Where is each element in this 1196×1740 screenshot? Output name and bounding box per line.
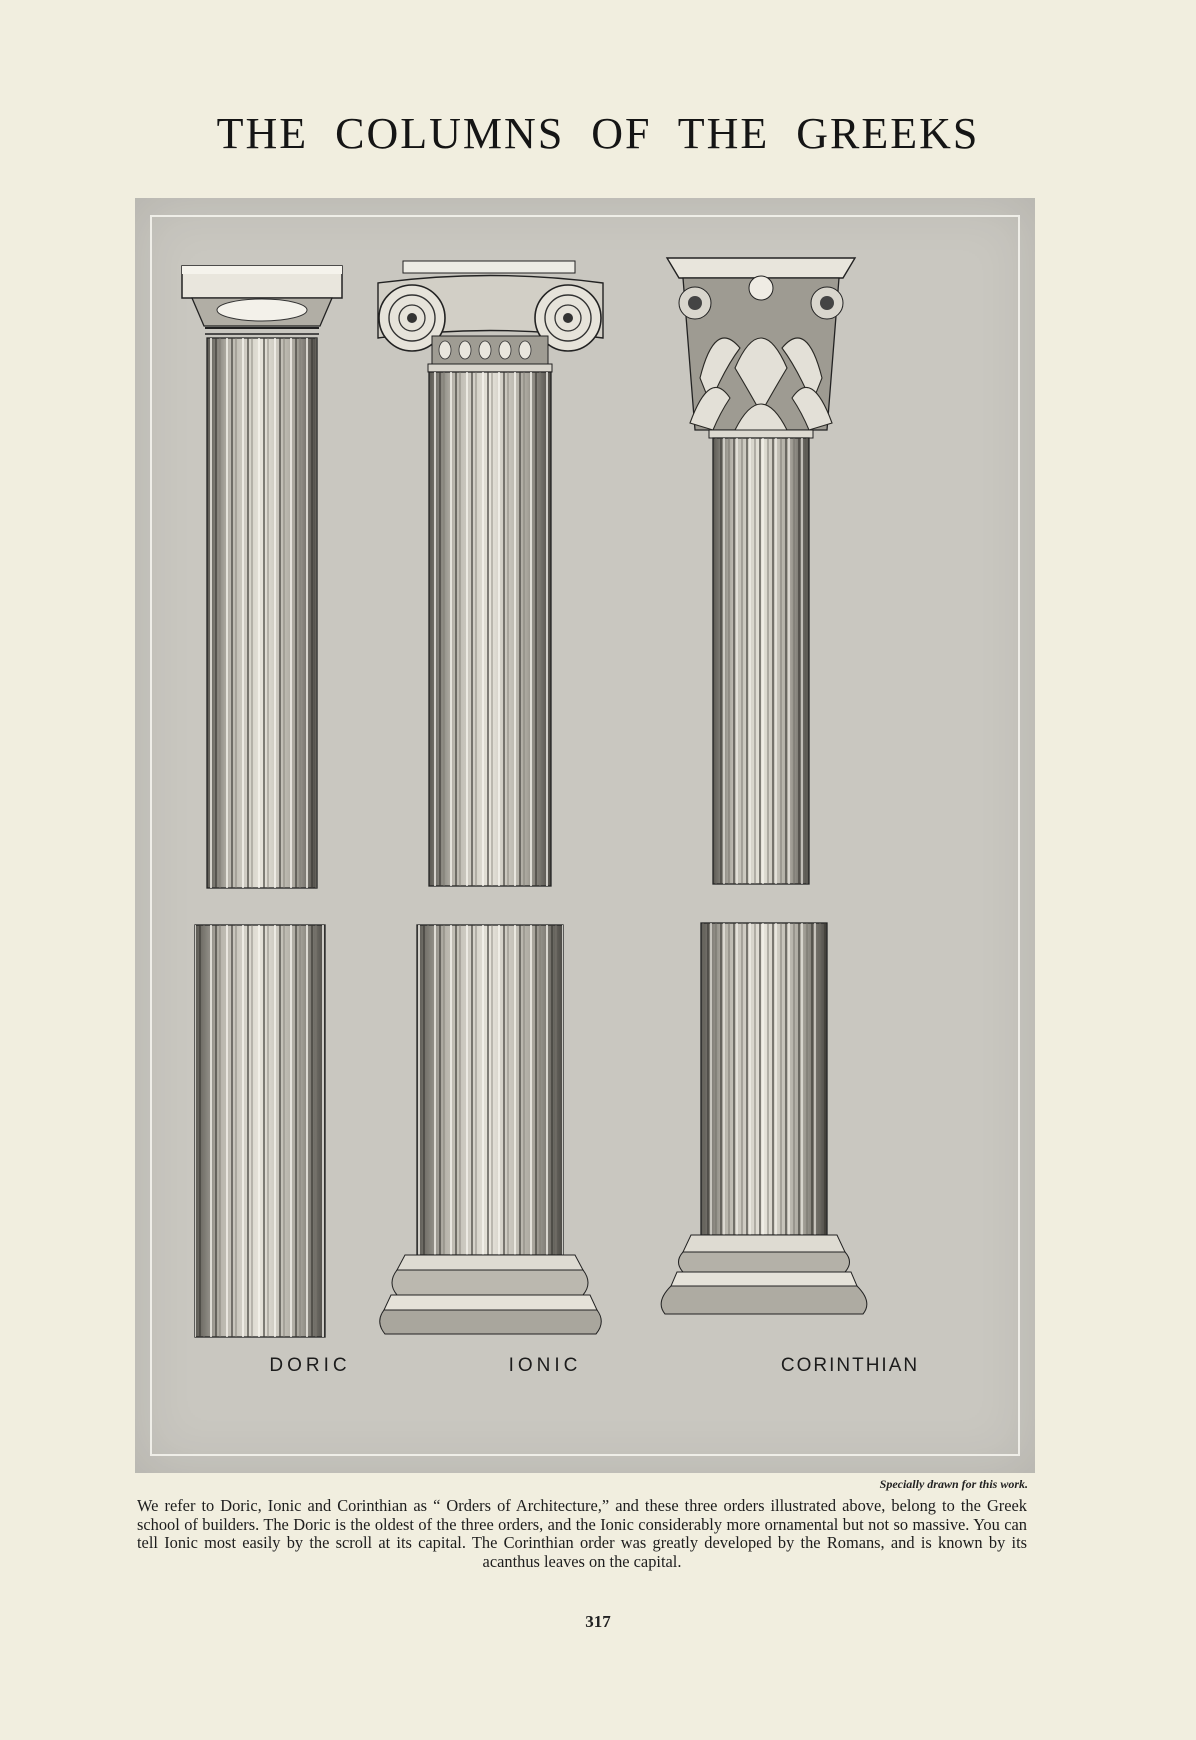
- illustration-credit: Specially drawn for this work.: [879, 1477, 1028, 1491]
- illustration-plate: [135, 198, 1035, 1473]
- ionic-label: IONIC: [508, 1355, 582, 1376]
- caption-text: We refer to Doric, Ionic and Corinthian as “ Orders of Architecture,” and these three orders illustrated above, belong to the Greek school of builders. The Doric is the oldest of the three orders, and the Ionic considerably more ornamental but not so massive. You can tell Ionic most easily by the scroll at its capital. The Corinthian order was greatly developed by the Romans, and is known by its acanthus leaves on the capital.: [137, 1496, 1027, 1571]
- ionic-column-icon: [378, 261, 603, 1334]
- page-title: THE COLUMNS OF THE GREEKS: [216, 109, 980, 158]
- corinthian-column-icon: [661, 258, 867, 1314]
- columns-illustration: [135, 198, 1035, 1473]
- doric-label: DORIC: [269, 1355, 351, 1376]
- page-number: 317: [585, 1612, 611, 1631]
- corinthian-label: CORINTHIAN: [780, 1355, 920, 1376]
- doric-column-icon: [182, 266, 342, 1337]
